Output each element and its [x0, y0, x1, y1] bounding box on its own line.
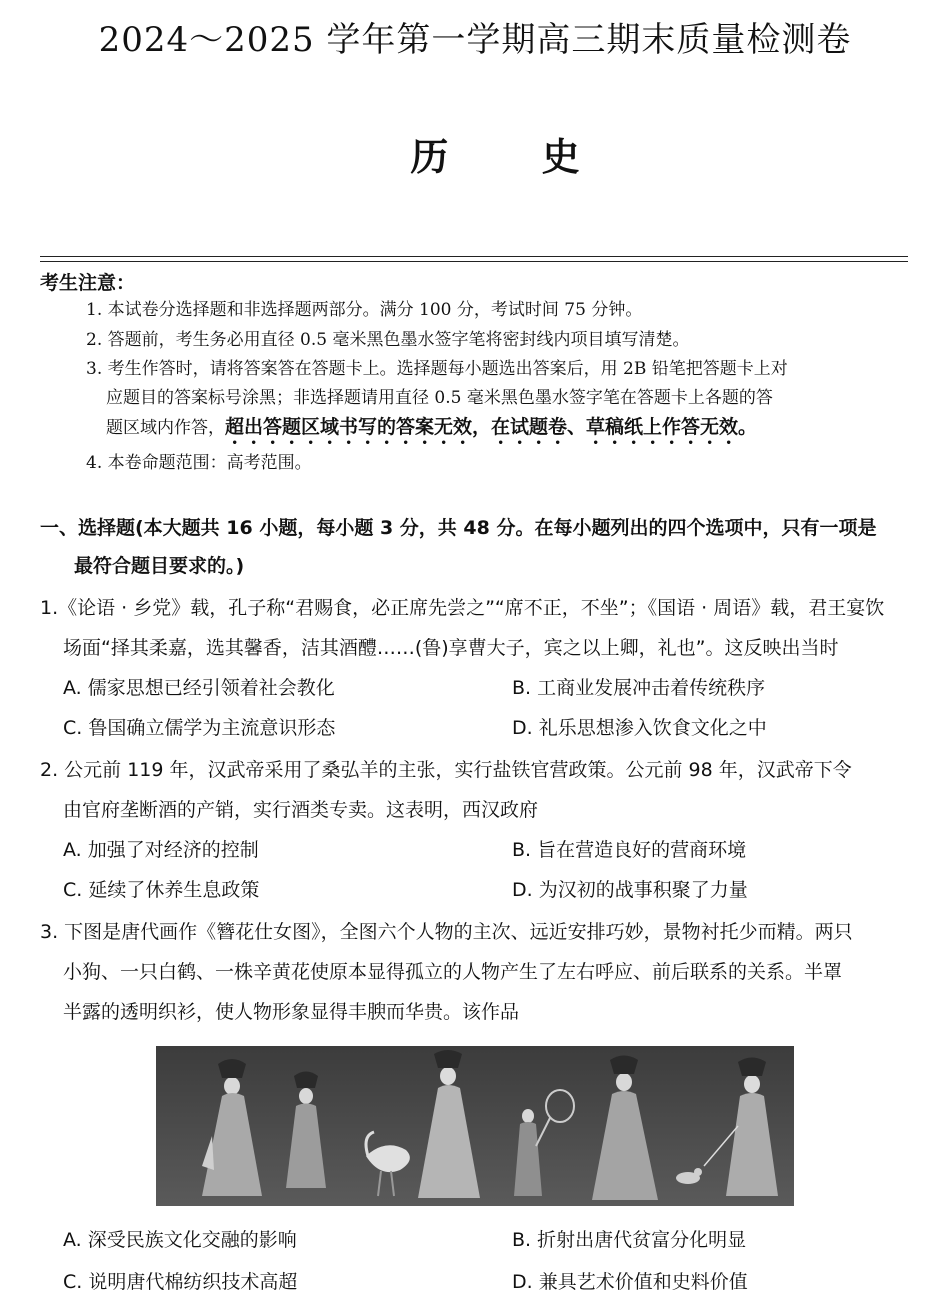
notice-item-2: 2. 答题前，考生务必用直径 0.5 毫米黑色墨水签字笔将密封线内项目填写清楚。 [86, 330, 690, 350]
subject-title: 历 史 [410, 135, 620, 179]
notice-item-3-line-2: 应题目的答案标号涂黑；非选择题请用直径 0.5 毫米黑色墨水签字笔在答题卡上各题的答 [106, 388, 773, 408]
question-2-line-1: 2. 公元前 119 年，汉武帝采用了桑弘羊的主张，实行盐铁官营政策。公元前 98 年，汉武帝下令 [40, 759, 852, 781]
question-1-option-a: A. 儒家思想已经引领着社会教化 [63, 677, 335, 699]
question-1-line-2: 场面“择其柔嘉，选其馨香，洁其酒醴……(鲁)享曹大子，宾之以上卿，礼也”。这反映出当时 [63, 637, 839, 659]
tang-painting-image [156, 1046, 794, 1206]
question-1-option-d: D. 礼乐思想渗入饮食文化之中 [512, 717, 767, 739]
question-3-line-2: 小狗、一只白鹤、一株辛黄花使原本显得孤立的人物产生了左右呼应、前后联系的关系。半罩 [63, 961, 843, 983]
question-3-option-b: B. 折射出唐代贫富分化明显 [512, 1229, 747, 1251]
notice-item-3-line-1: 3. 考生作答时，请将答案答在答题卡上。选择题每小题选出答案后，用 2B 铅笔把答题卡上对 [86, 359, 788, 379]
header-rule-bottom [40, 261, 908, 262]
question-3-option-d: D. 兼具艺术价值和史料价值 [512, 1271, 748, 1293]
question-3-line-3: 半露的透明织衫，使人物形象显得丰腴而华贵。该作品 [63, 1001, 520, 1023]
question-2-option-b: B. 旨在营造良好的营商环境 [512, 839, 747, 861]
question-1-option-b: B. 工商业发展冲击着传统秩序 [512, 677, 766, 699]
question-3-option-a: A. 深受民族文化交融的影响 [63, 1229, 297, 1251]
notice-heading: 考生注意： [40, 272, 136, 294]
question-2-option-d: D. 为汉初的战事积聚了力量 [512, 879, 748, 901]
notice-item-3-line-3 [106, 414, 757, 449]
section-1-heading-line-2: 最符合题目要求的。) [74, 555, 245, 577]
question-2-line-2: 由官府垄断酒的产销，实行酒类专卖。这表明，西汉政府 [63, 799, 539, 821]
section-1-heading-line-1: 一、选择题(本大题共 16 小题，每小题 3 分，共 48 分。在每小题列出的四个选项中，只有一项是 [40, 517, 877, 539]
question-3-line-1: 3. 下图是唐代画作《簪花仕女图》，全图六个人物的主次、远近安排巧妙，景物衬托少而精。两只 [40, 921, 853, 943]
header-rule-top [40, 256, 908, 257]
notice-item-4: 4. 本卷命题范围：高考范围。 [86, 453, 312, 473]
question-2-option-a: A. 加强了对经济的控制 [63, 839, 259, 861]
question-1-option-c: C. 鲁国确立儒学为主流意识形态 [63, 717, 336, 739]
notice-item-1: 1. 本试卷分选择题和非选择题两部分。满分 100 分，考试时间 75 分钟。 [86, 300, 643, 320]
exam-title: 2024～2025 学年第一学期高三期末质量检测卷 [98, 20, 852, 60]
notice-emphasis-text: 超出答题区域书写的答案无效，在试题卷、草稿纸上作答无效。 [225, 416, 758, 438]
notice-item-3-plain-text: 题区域内作答， [106, 418, 225, 438]
question-1-line-1: 1.《论语 · 乡党》载，孔子称“君赐食，必正席先尝之”“席不正，不坐”；《国语 · 周语》载，君王宴饮 [40, 597, 885, 619]
question-2-option-c: C. 延续了休养生息政策 [63, 879, 260, 901]
question-3-option-c: C. 说明唐代棉纺织技术高超 [63, 1271, 298, 1293]
